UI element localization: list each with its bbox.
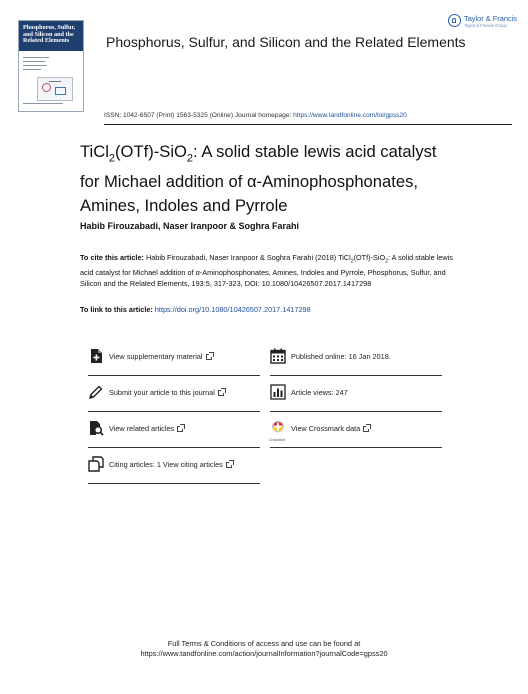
submit-article-button[interactable]: Submit your article to this journal [88, 376, 260, 412]
citation-block: To cite this article: Habib Firouzabadi, Naser Iranpoor & Soghra Farahi (2018) TiCl$_2$(OTf)-SiO$_2$: A solid stable lewis acid catalyst for Michael addition of α-Aminophosphonates, Amines, Indoles and Pyrrole, Phosphorus, Sulfur, and Silicon and the Related Elements, 193:5, 317-323, DOI: 10.1080/10426507.2017.1417298 [80, 253, 453, 289]
journal-homepage-link[interactable]: https://www.tandfonline.com/loi/gpss20 [293, 112, 407, 119]
issn-line [104, 112, 407, 119]
article-title-line-3: Amines, Indoles and Pyrrole [80, 196, 288, 216]
citation-text: : A solid stable lewis acid catalyst for Michael addition of α-Aminophosphonates, Amines, Indoles and Pyrrole, Phosphorus, Sulfur, and Silicon and the Related Elements, 193:5, 317-323, DOI: 10.1080/10426507.2017.1417298 [80, 253, 453, 289]
document-plus-icon [88, 348, 104, 364]
external-link-icon [363, 426, 369, 432]
header-divider [104, 124, 512, 125]
cover-footer-line [23, 103, 63, 104]
citing-articles-icon [88, 456, 104, 472]
cover-title: Phosphorus, Sulfur, and Silicon and the Related Elements [23, 24, 76, 45]
calendar-icon [270, 348, 286, 364]
terms-footer [0, 639, 528, 659]
article-link-block [80, 304, 460, 315]
view-crossmark-button[interactable]: CrossMark View Crossmark data [270, 412, 442, 448]
article-title-line-1: TiCl$_2$(OTf)-SiO$_2$: A solid stable lewis acid catalyst [80, 142, 437, 165]
publisher-group: Taylor & Francis Group [464, 23, 507, 28]
magnifier-icon [88, 420, 104, 436]
article-views: Article views: 247 [270, 376, 442, 412]
pencil-icon [88, 384, 104, 400]
view-related-articles-button[interactable]: View related articles [88, 412, 260, 448]
publisher-emblem-icon [448, 14, 461, 27]
article-authors: Habib Firouzabadi, Naser Iranpoor & Soghra Farahi [80, 221, 300, 231]
view-supplementary-button[interactable]: View supplementary material [88, 340, 260, 376]
journal-title[interactable]: Phosphorus, Sulfur, and Silicon and the Related Elements [106, 34, 466, 50]
external-link-icon [226, 462, 232, 468]
terms-text: Full Terms & Conditions of access and use can be found at [167, 639, 361, 648]
external-link-icon [218, 390, 224, 396]
doi-link[interactable]: https://doi.org/10.1080/10426507.2017.1417298 [154, 305, 311, 314]
journal-cover-thumbnail[interactable] [18, 20, 84, 112]
citation-label: To cite this article: [80, 253, 146, 262]
link-label: To link to this article: [80, 305, 155, 314]
article-title [80, 140, 500, 218]
published-date: Published online: 16 Jan 2018. [270, 340, 442, 376]
crossmark-icon [270, 420, 286, 436]
bar-chart-icon [270, 384, 286, 400]
terms-link[interactable]: https://www.tandfonline.com/action/journalInformation?journalCode=gpss20 [140, 649, 388, 658]
issn-text: ISSN: 1042-6507 (Print) 1563-5325 (Online) Journal homepage: [104, 112, 294, 119]
external-link-icon [206, 354, 212, 360]
citing-articles-button[interactable]: Citing articles: 1 View citing articles [88, 448, 260, 484]
publisher-name: Taylor & Francis [464, 14, 517, 23]
external-link-icon [177, 426, 183, 432]
cover-illustration [37, 77, 73, 101]
publisher-logo[interactable] [448, 13, 518, 37]
crossmark-icon-caption: CrossMark [269, 438, 286, 442]
article-title-line-2: for Michael addition of α-Aminophosphonates, [80, 172, 418, 192]
